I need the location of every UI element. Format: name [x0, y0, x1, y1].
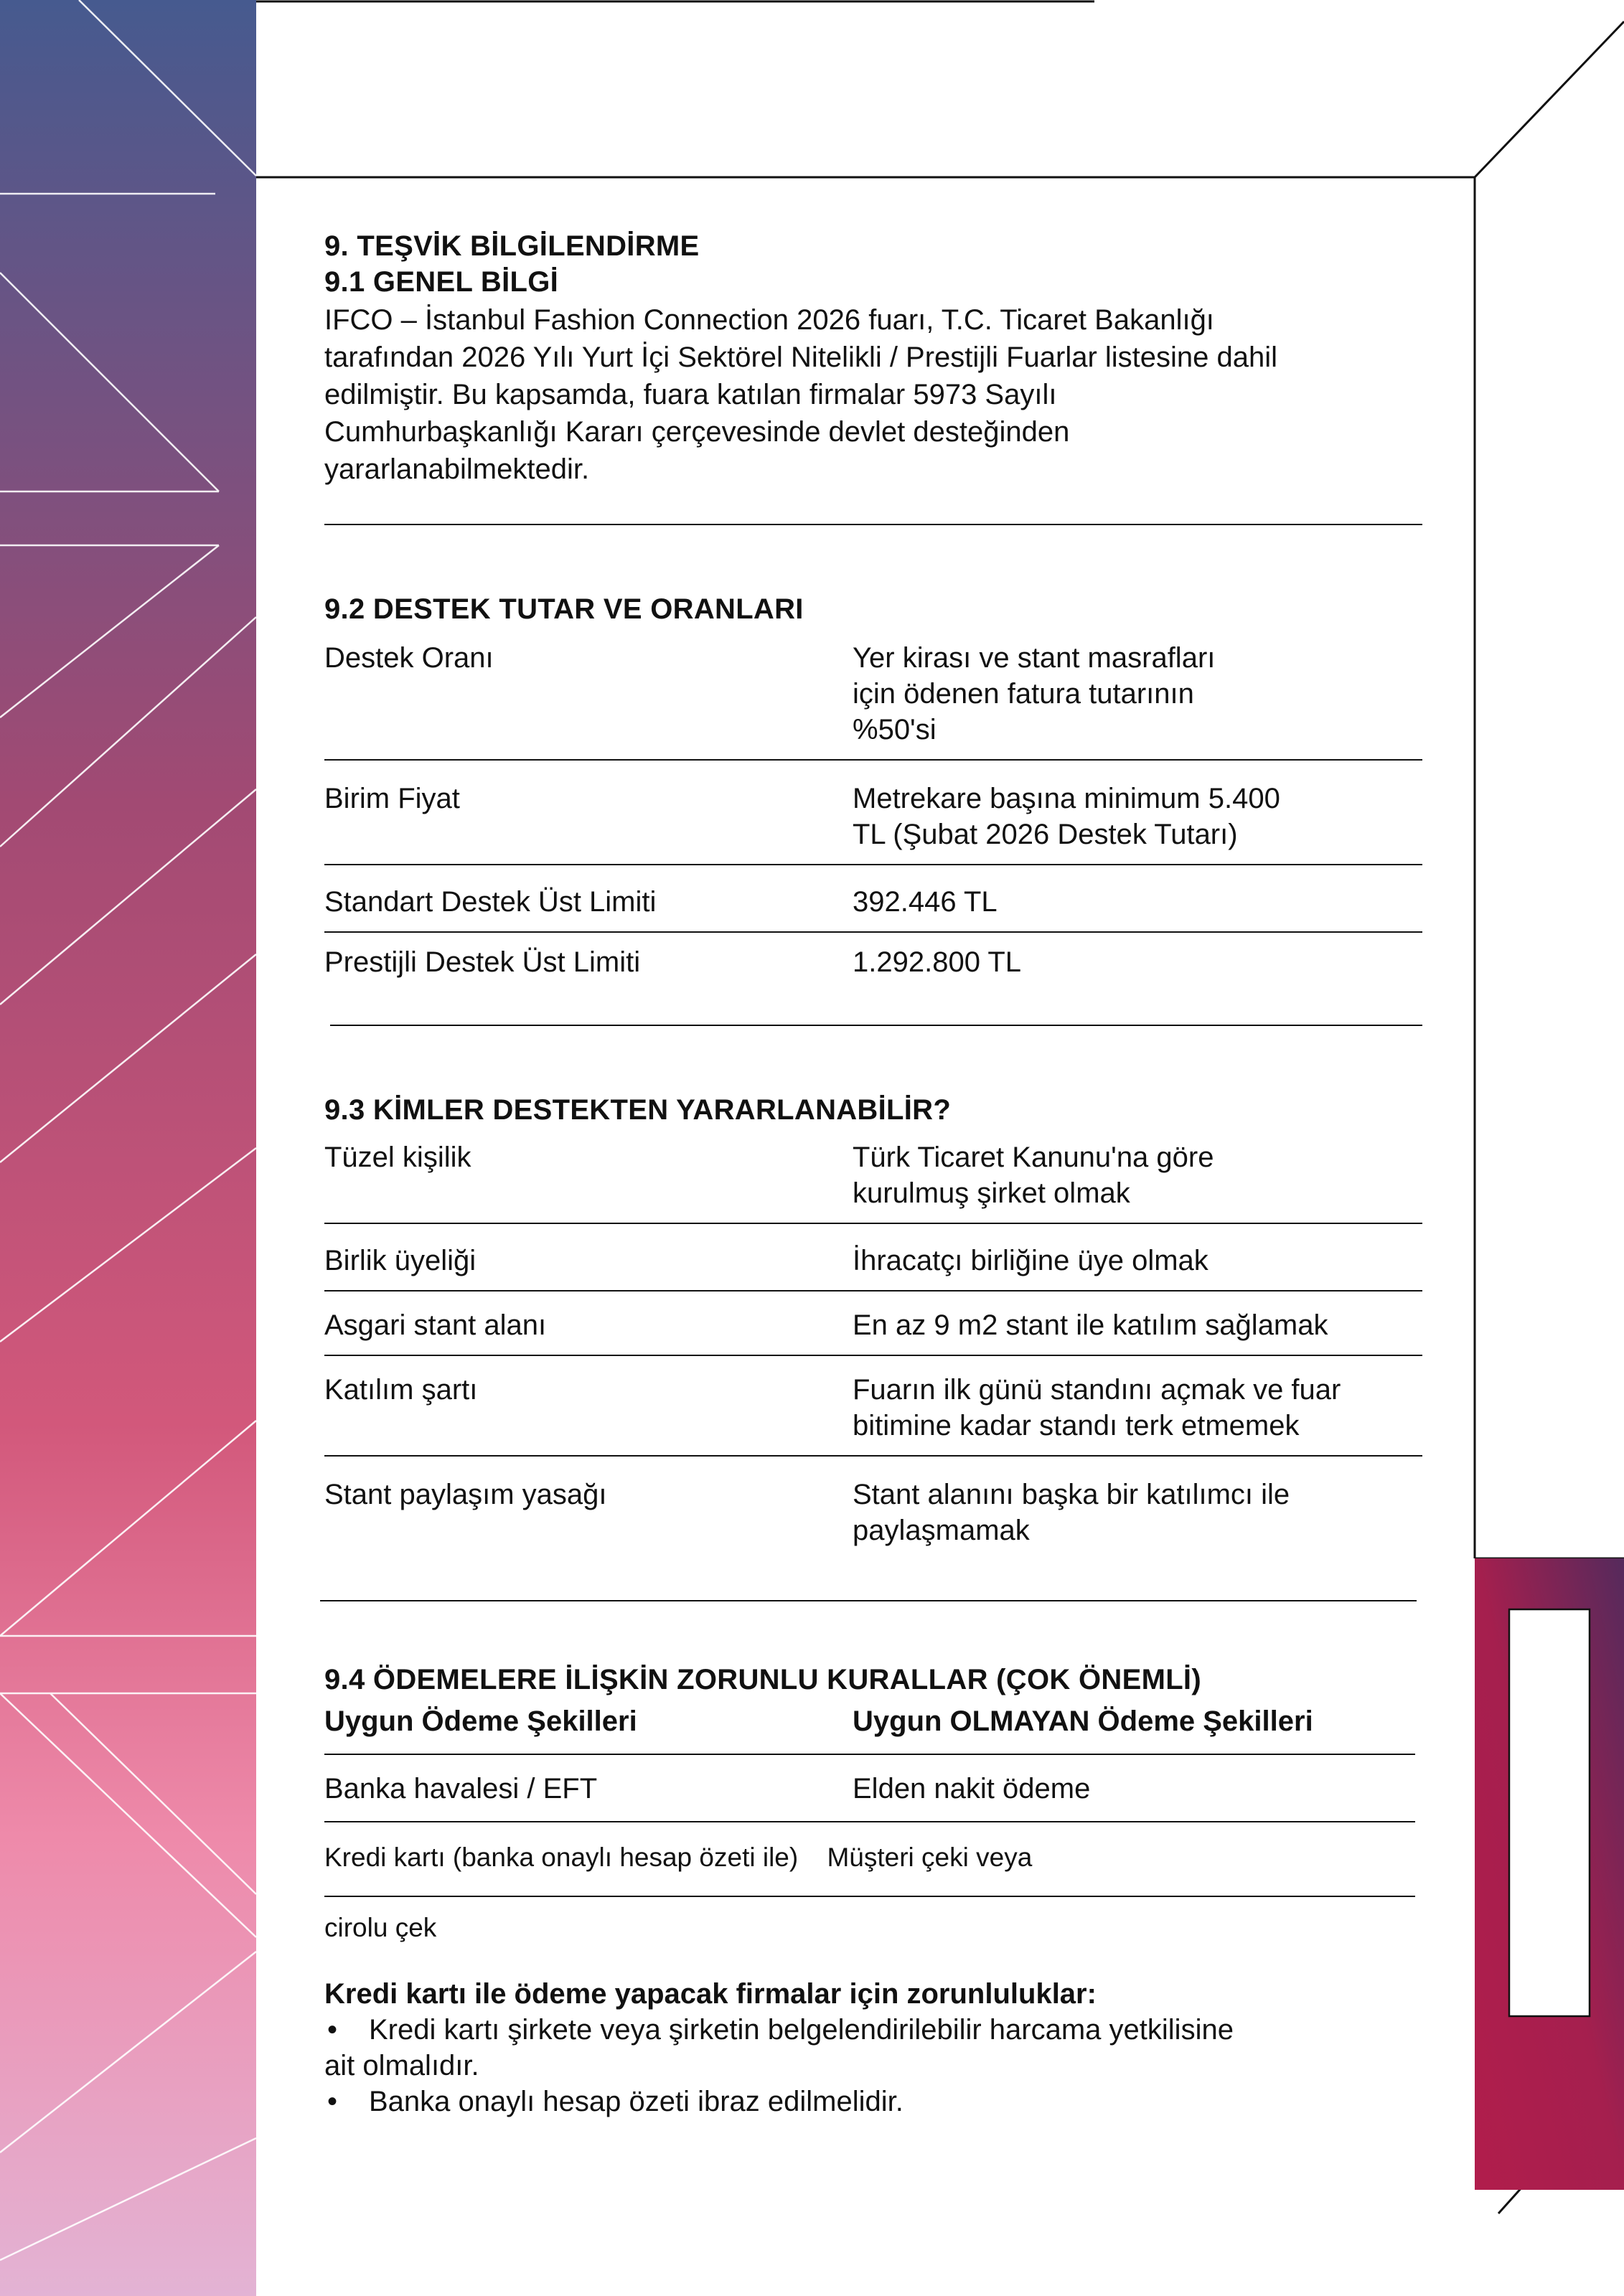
row-label: Katılım şartı — [324, 1355, 853, 1456]
general-info-text — [324, 301, 1422, 488]
row-value: İhracatçı birliğine üye olmak — [853, 1223, 1422, 1291]
row-value: 1.292.800 TL — [853, 946, 1022, 978]
row-value: Stant alanını başka bir katılımcı ile paylaşmamak — [853, 1479, 1290, 1546]
divider — [320, 1600, 1417, 1601]
support-amount-table — [324, 630, 1422, 992]
allowed-method: Banka havalesi / EFT — [324, 1754, 853, 1822]
row-label: Prestijli Destek Üst Limiti — [324, 946, 641, 978]
bullet-icon: • — [327, 2086, 338, 2117]
section-title: 9. TEŞVİK BİLGİLENDİRME — [324, 230, 700, 262]
table-row — [324, 1754, 1415, 1822]
wrapped-line: cirolu çek — [324, 1913, 437, 1942]
allowed-method: Kredi kartı (banka onaylı hesap özeti ile) — [324, 1843, 799, 1872]
row-value: Fuarın ilk günü standını açmak ve fuar bitimine kadar standı terk etmemek — [853, 1355, 1422, 1456]
list-item-text: Kredi kartı şirkete veya şirketin belgelendirilebilir harcama yetkilisine — [369, 2014, 1234, 2046]
general-info-line: edilmiştir. Bu kapsamda, fuara katılan firmalar 5973 Sayılı — [324, 379, 1057, 410]
row-label: Asgari stant alanı — [324, 1291, 853, 1355]
table-row — [324, 932, 1422, 992]
row-label: Tüzel kişilik — [324, 1129, 853, 1223]
table-row — [324, 1822, 1415, 1896]
table-row — [324, 1456, 1422, 1560]
row-label: Standart Destek Üst Limiti — [324, 865, 853, 932]
table-row — [324, 1355, 1422, 1456]
row-value: En az 9 m2 stant ile katılım sağlamak — [853, 1291, 1422, 1355]
table-row — [324, 630, 1422, 760]
subsection-title-9-1: 9.1 GENEL BİLGİ — [324, 266, 559, 298]
row-label: Birim Fiyat — [324, 760, 853, 865]
table-row — [324, 760, 1422, 865]
general-info-line: Cumhurbaşkanlığı Kararı çerçevesinde devlet desteğinden — [324, 416, 1070, 448]
table-header-row — [324, 1698, 1415, 1754]
row-value: Türk Ticaret Kanunu'na göre kurulmuş şirket olmak — [853, 1129, 1422, 1223]
row-label: Destek Oranı — [324, 630, 853, 760]
row-label: Stant paylaşım yasağı — [324, 1479, 607, 1510]
list-item — [324, 2084, 1422, 2119]
not-allowed-method: Müşteri çeki veya — [827, 1843, 1033, 1872]
column-header-not-allowed: Uygun OLMAYAN Ödeme Şekilleri — [853, 1698, 1415, 1754]
payment-rules-table — [324, 1698, 1415, 1897]
column-header-allowed: Uygun Ödeme Şekilleri — [324, 1698, 853, 1754]
row-value: Yer kirası ve stant masrafları için ödenen fatura tutarının %50'si — [853, 630, 1422, 760]
row-value: Metrekare başına minimum 5.400 TL (Şubat 2026 Destek Tutarı) — [853, 760, 1422, 865]
list-item-text: Banka onaylı hesap özeti ibraz edilmelidir. — [369, 2086, 903, 2117]
subsection-title-9-3: 9.3 KİMLER DESTEKTEN YARARLANABİLİR? — [324, 1094, 952, 1126]
general-info-line: IFCO – İstanbul Fashion Connection 2026 fuarı, T.C. Ticaret Bakanlığı — [324, 304, 1214, 336]
table-row — [324, 865, 1422, 932]
general-info-line: tarafından 2026 Yılı Yurt İçi Sektörel Nitelikli / Prestijli Fuarlar listesine dahil — [324, 342, 1278, 373]
subsection-title-9-4: 9.4 ÖDEMELERE İLİŞKİN ZORUNLU KURALLAR (ÇOK ÖNEMLİ) — [324, 1664, 1201, 1695]
row-value: 392.446 TL — [853, 865, 1422, 932]
eligibility-table — [324, 1129, 1422, 1560]
payment-row-inline — [324, 1822, 1415, 1896]
left-gradient-band — [0, 0, 256, 2296]
table-row — [324, 1223, 1422, 1291]
row-label: Birlik üyeliği — [324, 1223, 853, 1291]
incentive-section — [324, 228, 1422, 2119]
general-info-line: yararlanabilmektedir. — [324, 453, 590, 485]
list-item — [324, 2012, 1422, 2048]
bullet-icon: • — [327, 2014, 338, 2046]
list-item-continuation — [324, 2048, 1422, 2084]
not-allowed-method: Elden nakit ödeme — [853, 1754, 1415, 1822]
divider — [330, 1025, 1422, 1026]
table-row — [324, 1291, 1422, 1355]
right-tab-inset — [1509, 1609, 1590, 2016]
credit-card-requirements-title: Kredi kartı ile ödeme yapacak firmalar için zorunluluklar: — [324, 1978, 1097, 2010]
subsection-title-9-2: 9.2 DESTEK TUTAR VE ORANLARI — [324, 593, 804, 625]
list-item-text: ait olmalıdır. — [324, 2050, 479, 2081]
divider — [324, 524, 1422, 525]
table-row — [324, 1129, 1422, 1223]
